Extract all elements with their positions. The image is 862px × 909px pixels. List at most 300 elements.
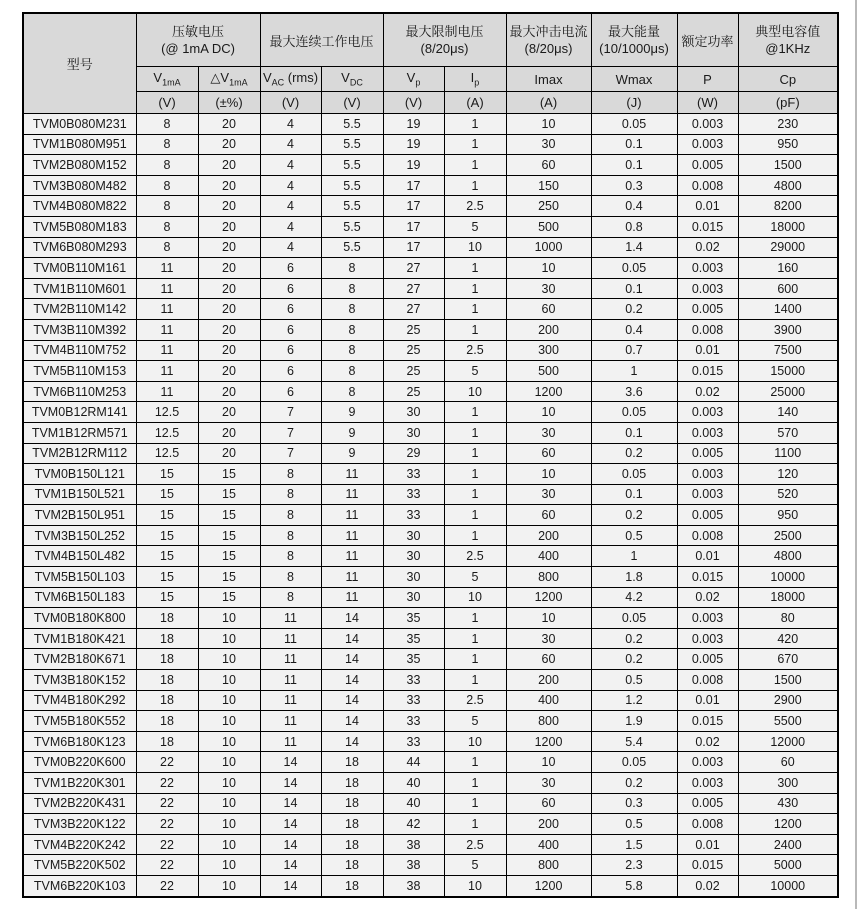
cell-wmax: 1.5 — [591, 834, 677, 855]
cell-p: 0.003 — [677, 402, 738, 423]
cell-dv1ma: 20 — [198, 402, 260, 423]
cell-vdc: 14 — [321, 670, 383, 691]
varistor-spec-table — [22, 12, 839, 898]
cell-vp: 19 — [383, 134, 444, 155]
cell-vdc: 9 — [321, 402, 383, 423]
table-row — [23, 196, 838, 217]
cell-vp: 33 — [383, 690, 444, 711]
table-row — [23, 587, 838, 608]
cell-dv1ma: 10 — [198, 608, 260, 629]
cell-model: TVM0B080M231 — [23, 114, 136, 135]
cell-model: TVM5B220K502 — [23, 855, 136, 876]
cell-p: 0.003 — [677, 608, 738, 629]
col-group-max-continuous-voltage: 最大连续工作电压 — [260, 13, 383, 67]
cell-dv1ma: 15 — [198, 525, 260, 546]
col-group-rated-power: 额定功率 — [677, 13, 738, 67]
cell-vdc: 14 — [321, 608, 383, 629]
cell-dv1ma: 15 — [198, 484, 260, 505]
cell-v1ma: 22 — [136, 793, 198, 814]
cell-v1ma: 12.5 — [136, 422, 198, 443]
cell-ip: 5 — [444, 361, 506, 382]
cell-vac: 11 — [260, 608, 321, 629]
cell-model: TVM6B080M293 — [23, 237, 136, 258]
cell-v1ma: 12.5 — [136, 443, 198, 464]
cell-vdc: 11 — [321, 525, 383, 546]
cell-vac: 14 — [260, 814, 321, 835]
cell-vp: 25 — [383, 361, 444, 382]
cell-vac: 4 — [260, 175, 321, 196]
cell-cp: 18000 — [738, 216, 838, 237]
cell-wmax: 0.2 — [591, 649, 677, 670]
cell-vdc: 5.5 — [321, 175, 383, 196]
cell-wmax: 3.6 — [591, 381, 677, 402]
cell-vp: 17 — [383, 196, 444, 217]
cell-v1ma: 18 — [136, 731, 198, 752]
cell-dv1ma: 20 — [198, 216, 260, 237]
cell-vac: 11 — [260, 649, 321, 670]
cell-ip: 1 — [444, 505, 506, 526]
cell-ip: 5 — [444, 711, 506, 732]
cell-p: 0.005 — [677, 299, 738, 320]
cell-model: TVM3B110M392 — [23, 319, 136, 340]
cell-wmax: 1 — [591, 361, 677, 382]
col-group-max-energy: 最大能量 (10/1000μs) — [591, 13, 677, 67]
cell-vac: 8 — [260, 505, 321, 526]
cell-imax: 10 — [506, 402, 591, 423]
cell-ip: 5 — [444, 216, 506, 237]
cell-vac: 7 — [260, 422, 321, 443]
cell-imax: 30 — [506, 422, 591, 443]
cell-vdc: 14 — [321, 731, 383, 752]
cell-p: 0.02 — [677, 381, 738, 402]
cell-p: 0.005 — [677, 155, 738, 176]
cell-dv1ma: 20 — [198, 258, 260, 279]
cell-imax: 60 — [506, 443, 591, 464]
cell-model: TVM1B220K301 — [23, 773, 136, 794]
cell-vp: 33 — [383, 484, 444, 505]
cell-v1ma: 11 — [136, 340, 198, 361]
table-row — [23, 608, 838, 629]
table-row — [23, 567, 838, 588]
cell-vac: 4 — [260, 196, 321, 217]
cell-v1ma: 11 — [136, 278, 198, 299]
cell-cp: 2900 — [738, 690, 838, 711]
cell-ip: 10 — [444, 875, 506, 896]
cell-p: 0.015 — [677, 361, 738, 382]
cell-wmax: 0.3 — [591, 793, 677, 814]
cell-model: TVM2B150L951 — [23, 505, 136, 526]
cell-wmax: 4.2 — [591, 587, 677, 608]
cell-vp: 38 — [383, 855, 444, 876]
cell-imax: 10 — [506, 114, 591, 135]
table-row — [23, 505, 838, 526]
col-group-typical-capacitance: 典型电容值 @1KHz — [738, 13, 838, 67]
cell-vdc: 18 — [321, 814, 383, 835]
cell-p: 0.01 — [677, 196, 738, 217]
cell-ip: 1 — [444, 814, 506, 835]
cell-vp: 33 — [383, 670, 444, 691]
cell-v1ma: 22 — [136, 773, 198, 794]
cell-dv1ma: 20 — [198, 319, 260, 340]
cell-cp: 430 — [738, 793, 838, 814]
cell-ip: 2.5 — [444, 690, 506, 711]
cell-vac: 14 — [260, 773, 321, 794]
cell-wmax: 0.4 — [591, 196, 677, 217]
cell-v1ma: 8 — [136, 134, 198, 155]
cell-cp: 8200 — [738, 196, 838, 217]
cell-wmax: 0.5 — [591, 814, 677, 835]
cell-wmax: 2.3 — [591, 855, 677, 876]
cell-vac: 6 — [260, 319, 321, 340]
cell-imax: 250 — [506, 196, 591, 217]
cell-wmax: 0.2 — [591, 505, 677, 526]
cell-imax: 400 — [506, 690, 591, 711]
cell-dv1ma: 15 — [198, 587, 260, 608]
cell-dv1ma: 20 — [198, 340, 260, 361]
unit-ip: (A) — [444, 92, 506, 114]
cell-v1ma: 18 — [136, 608, 198, 629]
table-row — [23, 464, 838, 485]
sym-wmax: Wmax — [591, 67, 677, 92]
cell-ip: 1 — [444, 155, 506, 176]
cell-imax: 30 — [506, 278, 591, 299]
cell-wmax: 0.2 — [591, 443, 677, 464]
cell-wmax: 0.8 — [591, 216, 677, 237]
page-edge-line — [855, 0, 857, 909]
cell-wmax: 0.05 — [591, 608, 677, 629]
cell-model: TVM6B180K123 — [23, 731, 136, 752]
cell-v1ma: 18 — [136, 670, 198, 691]
cell-v1ma: 15 — [136, 546, 198, 567]
cell-p: 0.008 — [677, 525, 738, 546]
cell-vdc: 18 — [321, 834, 383, 855]
sym-dv1ma: $\triangle V_{1mA}$ — [198, 67, 260, 92]
cell-model: TVM0B220K600 — [23, 752, 136, 773]
table-row — [23, 731, 838, 752]
table-row — [23, 670, 838, 691]
cell-vac: 7 — [260, 402, 321, 423]
cell-imax: 30 — [506, 484, 591, 505]
cell-p: 0.003 — [677, 464, 738, 485]
cell-wmax: 0.7 — [591, 340, 677, 361]
cell-dv1ma: 20 — [198, 237, 260, 258]
cell-cp: 120 — [738, 464, 838, 485]
cell-dv1ma: 10 — [198, 752, 260, 773]
cell-v1ma: 8 — [136, 114, 198, 135]
cell-ip: 1 — [444, 402, 506, 423]
cell-p: 0.005 — [677, 505, 738, 526]
cell-v1ma: 15 — [136, 587, 198, 608]
cell-vdc: 5.5 — [321, 237, 383, 258]
cell-v1ma: 11 — [136, 381, 198, 402]
cell-vp: 27 — [383, 299, 444, 320]
cell-vp: 19 — [383, 114, 444, 135]
cell-vdc: 8 — [321, 278, 383, 299]
cell-ip: 1 — [444, 443, 506, 464]
cell-vdc: 8 — [321, 258, 383, 279]
cell-ip: 1 — [444, 464, 506, 485]
cell-vdc: 18 — [321, 793, 383, 814]
cell-wmax: 0.1 — [591, 155, 677, 176]
cell-dv1ma: 15 — [198, 505, 260, 526]
cell-vac: 4 — [260, 155, 321, 176]
cell-v1ma: 8 — [136, 216, 198, 237]
cell-cp: 25000 — [738, 381, 838, 402]
cell-p: 0.015 — [677, 567, 738, 588]
unit-imax: (A) — [506, 92, 591, 114]
cell-v1ma: 22 — [136, 855, 198, 876]
cell-cp: 5500 — [738, 711, 838, 732]
cell-vp: 35 — [383, 608, 444, 629]
table-row — [23, 628, 838, 649]
cell-imax: 10 — [506, 608, 591, 629]
unit-cp: (pF) — [738, 92, 838, 114]
cell-vdc: 11 — [321, 546, 383, 567]
table-row — [23, 216, 838, 237]
cell-model: TVM2B12RM112 — [23, 443, 136, 464]
cell-ip: 1 — [444, 628, 506, 649]
cell-model: TVM1B180K421 — [23, 628, 136, 649]
cell-vdc: 5.5 — [321, 155, 383, 176]
cell-p: 0.003 — [677, 752, 738, 773]
cell-ip: 1 — [444, 649, 506, 670]
cell-dv1ma: 20 — [198, 381, 260, 402]
cell-vp: 42 — [383, 814, 444, 835]
cell-vdc: 5.5 — [321, 134, 383, 155]
cell-imax: 400 — [506, 834, 591, 855]
cell-dv1ma: 20 — [198, 422, 260, 443]
cell-cp: 160 — [738, 258, 838, 279]
table-row — [23, 484, 838, 505]
cell-cp: 420 — [738, 628, 838, 649]
cell-dv1ma: 10 — [198, 793, 260, 814]
cell-imax: 200 — [506, 525, 591, 546]
cell-imax: 400 — [506, 546, 591, 567]
cell-vac: 8 — [260, 464, 321, 485]
cell-ip: 2.5 — [444, 196, 506, 217]
cell-vp: 33 — [383, 731, 444, 752]
cell-cp: 950 — [738, 505, 838, 526]
cell-imax: 1200 — [506, 587, 591, 608]
cell-ip: 1 — [444, 484, 506, 505]
cell-model: TVM0B150L121 — [23, 464, 136, 485]
cell-cp: 18000 — [738, 587, 838, 608]
cell-model: TVM4B180K292 — [23, 690, 136, 711]
cell-vp: 40 — [383, 773, 444, 794]
cell-wmax: 0.1 — [591, 278, 677, 299]
cell-dv1ma: 20 — [198, 155, 260, 176]
cell-cp: 4800 — [738, 175, 838, 196]
cell-model: TVM6B110M253 — [23, 381, 136, 402]
cell-model: TVM3B150L252 — [23, 525, 136, 546]
cell-v1ma: 18 — [136, 690, 198, 711]
cell-vp: 30 — [383, 402, 444, 423]
cell-imax: 30 — [506, 134, 591, 155]
cell-wmax: 0.1 — [591, 134, 677, 155]
cell-v1ma: 22 — [136, 814, 198, 835]
cell-cp: 60 — [738, 752, 838, 773]
cell-vac: 14 — [260, 855, 321, 876]
cell-vac: 6 — [260, 258, 321, 279]
cell-ip: 1 — [444, 793, 506, 814]
cell-imax: 60 — [506, 649, 591, 670]
cell-p: 0.003 — [677, 422, 738, 443]
cell-p: 0.005 — [677, 793, 738, 814]
table-row — [23, 361, 838, 382]
table-row — [23, 443, 838, 464]
cell-vac: 4 — [260, 134, 321, 155]
cell-vdc: 14 — [321, 690, 383, 711]
cell-ip: 2.5 — [444, 834, 506, 855]
cell-dv1ma: 20 — [198, 443, 260, 464]
sym-ip: $I_p$ — [444, 67, 506, 92]
cell-wmax: 0.2 — [591, 299, 677, 320]
table-row — [23, 773, 838, 794]
cell-cp: 1500 — [738, 155, 838, 176]
cell-v1ma: 18 — [136, 628, 198, 649]
table-row — [23, 546, 838, 567]
cell-v1ma: 11 — [136, 319, 198, 340]
cell-vdc: 5.5 — [321, 216, 383, 237]
cell-p: 0.015 — [677, 855, 738, 876]
cell-v1ma: 11 — [136, 299, 198, 320]
cell-v1ma: 8 — [136, 196, 198, 217]
table-row — [23, 258, 838, 279]
cell-ip: 2.5 — [444, 546, 506, 567]
cell-wmax: 0.1 — [591, 422, 677, 443]
cell-p: 0.008 — [677, 175, 738, 196]
cell-model: TVM5B150L103 — [23, 567, 136, 588]
cell-ip: 2.5 — [444, 340, 506, 361]
cell-vac: 6 — [260, 340, 321, 361]
cell-dv1ma: 20 — [198, 299, 260, 320]
cell-ip: 10 — [444, 587, 506, 608]
cell-vp: 33 — [383, 464, 444, 485]
cell-cp: 520 — [738, 484, 838, 505]
cell-vp: 19 — [383, 155, 444, 176]
cell-ip: 1 — [444, 608, 506, 629]
cell-dv1ma: 10 — [198, 628, 260, 649]
cell-vac: 14 — [260, 752, 321, 773]
cell-model: TVM1B12RM571 — [23, 422, 136, 443]
cell-wmax: 0.3 — [591, 175, 677, 196]
table-row — [23, 834, 838, 855]
cell-wmax: 0.1 — [591, 484, 677, 505]
cell-v1ma: 15 — [136, 464, 198, 485]
cell-wmax: 0.5 — [591, 670, 677, 691]
table-row — [23, 752, 838, 773]
cell-cp: 300 — [738, 773, 838, 794]
cell-imax: 10 — [506, 464, 591, 485]
cell-imax: 200 — [506, 670, 591, 691]
cell-vac: 14 — [260, 793, 321, 814]
cell-wmax: 1.2 — [591, 690, 677, 711]
cell-dv1ma: 20 — [198, 114, 260, 135]
cell-dv1ma: 20 — [198, 175, 260, 196]
cell-p: 0.02 — [677, 731, 738, 752]
cell-ip: 5 — [444, 855, 506, 876]
cell-p: 0.02 — [677, 237, 738, 258]
cell-cp: 1400 — [738, 299, 838, 320]
cell-vp: 30 — [383, 567, 444, 588]
cell-vp: 44 — [383, 752, 444, 773]
cell-vp: 29 — [383, 443, 444, 464]
cell-imax: 10 — [506, 752, 591, 773]
cell-imax: 500 — [506, 361, 591, 382]
cell-dv1ma: 10 — [198, 649, 260, 670]
cell-v1ma: 15 — [136, 525, 198, 546]
table-row — [23, 381, 838, 402]
unit-vp: (V) — [383, 92, 444, 114]
cell-dv1ma: 15 — [198, 546, 260, 567]
cell-ip: 1 — [444, 134, 506, 155]
cell-model: TVM2B220K431 — [23, 793, 136, 814]
cell-p: 0.003 — [677, 134, 738, 155]
cell-imax: 500 — [506, 216, 591, 237]
cell-cp: 80 — [738, 608, 838, 629]
table-row — [23, 855, 838, 876]
cell-wmax: 0.05 — [591, 752, 677, 773]
table-row — [23, 422, 838, 443]
cell-imax: 30 — [506, 628, 591, 649]
cell-wmax: 1.8 — [591, 567, 677, 588]
cell-cp: 5000 — [738, 855, 838, 876]
cell-p: 0.005 — [677, 443, 738, 464]
cell-model: TVM1B110M601 — [23, 278, 136, 299]
cell-cp: 570 — [738, 422, 838, 443]
cell-imax: 10 — [506, 258, 591, 279]
cell-v1ma: 22 — [136, 752, 198, 773]
cell-cp: 12000 — [738, 731, 838, 752]
header-symbol-row — [23, 67, 838, 92]
cell-vp: 40 — [383, 793, 444, 814]
cell-vac: 7 — [260, 443, 321, 464]
cell-v1ma: 11 — [136, 258, 198, 279]
header-group-row — [23, 13, 838, 67]
cell-vdc: 5.5 — [321, 114, 383, 135]
cell-ip: 1 — [444, 422, 506, 443]
sym-cp: Cp — [738, 67, 838, 92]
cell-vp: 35 — [383, 649, 444, 670]
cell-wmax: 0.05 — [591, 402, 677, 423]
table-row — [23, 114, 838, 135]
cell-vac: 4 — [260, 237, 321, 258]
cell-imax: 800 — [506, 855, 591, 876]
cell-wmax: 0.2 — [591, 773, 677, 794]
cell-model: TVM3B220K122 — [23, 814, 136, 835]
sym-vac: $V_{AC}$ (rms) — [260, 67, 321, 92]
cell-v1ma: 18 — [136, 711, 198, 732]
cell-imax: 60 — [506, 793, 591, 814]
cell-ip: 10 — [444, 381, 506, 402]
cell-ip: 1 — [444, 670, 506, 691]
cell-v1ma: 8 — [136, 237, 198, 258]
cell-v1ma: 8 — [136, 155, 198, 176]
cell-vac: 6 — [260, 381, 321, 402]
cell-cp: 29000 — [738, 237, 838, 258]
cell-model: TVM2B110M142 — [23, 299, 136, 320]
cell-vdc: 14 — [321, 711, 383, 732]
cell-vac: 11 — [260, 628, 321, 649]
cell-imax: 800 — [506, 567, 591, 588]
cell-vp: 25 — [383, 340, 444, 361]
cell-dv1ma: 20 — [198, 278, 260, 299]
cell-imax: 1200 — [506, 381, 591, 402]
cell-vac: 11 — [260, 731, 321, 752]
cell-cp: 670 — [738, 649, 838, 670]
cell-cp: 10000 — [738, 875, 838, 896]
cell-vp: 17 — [383, 175, 444, 196]
